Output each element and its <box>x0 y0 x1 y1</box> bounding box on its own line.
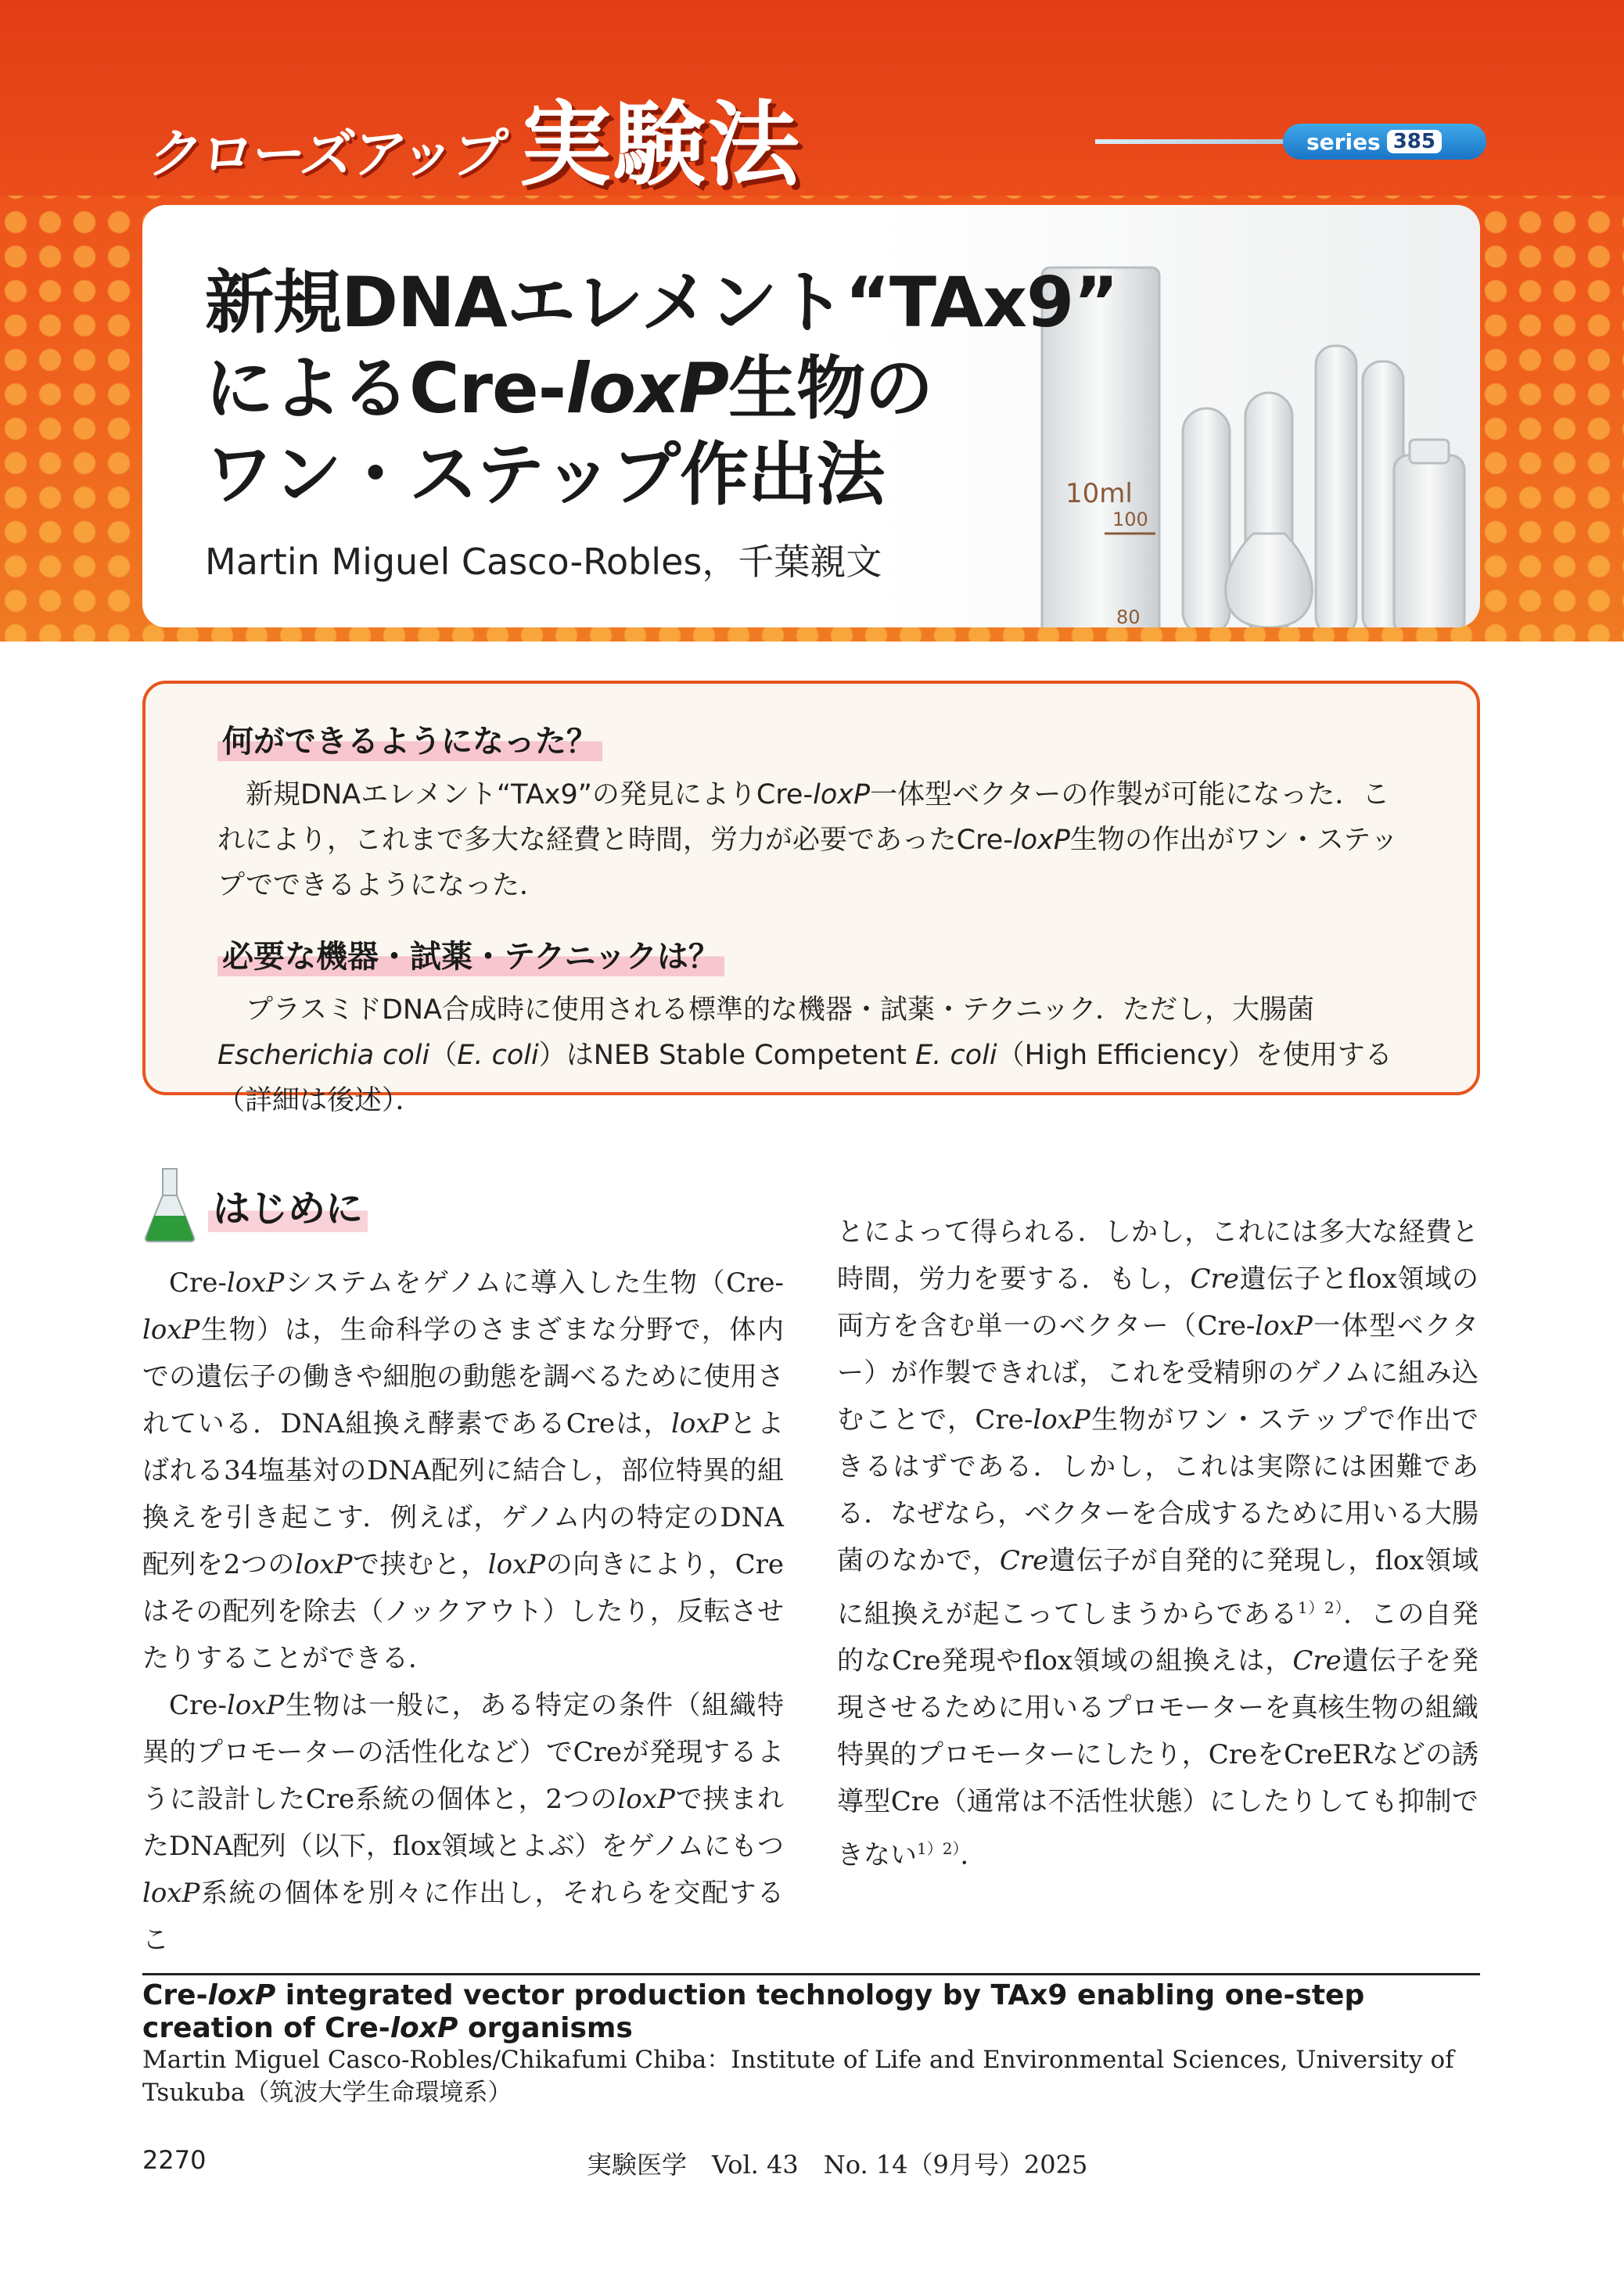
italic-span: loxP <box>226 1690 285 1721</box>
title-line-2c: 生物の <box>728 348 933 429</box>
italic-span: loxP <box>294 1549 353 1580</box>
summary-answer-1 <box>217 772 1414 908</box>
glass-label-2: 100 <box>1112 509 1148 530</box>
summary-a1-text: 新規DNAエレメント“TAx9”の発見によりCre- <box>246 779 814 810</box>
summary-a2-text: プラスミドDNA合成時に使用される標準的な機器・試薬・テクニック．ただし，大腸菌 <box>246 994 1315 1026</box>
pipette-icon <box>1095 117 1486 164</box>
page-number: 2270 <box>142 2145 207 2175</box>
text-span: の向きにより，Creはその配列を除去（ノックアウト）したり，反転させたりすることができる． <box>142 1549 785 1674</box>
text-span: システムをゲノムに導入した生物（Cre- <box>284 1267 784 1299</box>
summary-a1-text: 生物の作出がワン・ステップでできるようになった． <box>217 825 1399 901</box>
italic-span: loxP <box>390 2012 458 2044</box>
series-logo-big: 実験法 <box>519 91 801 199</box>
italic-span: loxP <box>1033 1404 1090 1436</box>
summary-question-1: 何ができるようになった？ <box>217 717 602 761</box>
italic-span: Cre <box>999 1545 1049 1576</box>
series-number: 385 <box>1387 130 1442 153</box>
authors: Martin Miguel Casco-Robles，千葉親文 <box>205 541 882 583</box>
text-span: 遺伝子とflox領域の両方を含む単一のベクター（Cre- <box>837 1263 1479 1342</box>
title-line-3: ワン・ステップ作出法 <box>205 434 885 515</box>
citation-ref[interactable]: 1）2） <box>917 1839 961 1859</box>
title-line-2a: によるCre- <box>205 348 566 429</box>
text-span: 生物）は，生命科学のさまざまな分野で，体内での遺伝子の働きや細胞の動態を調べるために使用されている．DNA組換え酵素であるCreは， <box>142 1314 784 1439</box>
text-span: 系統の個体を別々に作出し，それらを交配するこ <box>142 1878 784 1956</box>
summary-answer-2 <box>217 987 1414 1123</box>
intro-paragraph-1 <box>142 1260 784 1682</box>
italic-span: loxP <box>142 1314 200 1346</box>
summary-a2-italic: Escherichia coli <box>217 1040 430 1071</box>
citation-ref[interactable]: 1）2） <box>1297 1598 1344 1617</box>
series-word: series <box>1306 128 1381 155</box>
text-span: integrated vector production technology by TAx9 enabling one-step creation of Cre- <box>142 1979 1365 2044</box>
italic-span: loxP <box>671 1408 729 1439</box>
glass-label-3: 80 <box>1116 606 1141 627</box>
series-logo <box>145 55 801 203</box>
summary-a1-text: 一体型ベクターの作製が可能になった．これにより，これまで多大な経費と時間，労力が必要であったCre- <box>217 779 1390 856</box>
body-column-right <box>837 1209 1478 1879</box>
italic-span: loxP <box>487 1549 546 1580</box>
summary-a1-italic: loxP <box>1012 825 1070 856</box>
footer-rule <box>142 1973 1480 1975</box>
text-span: 一体型ベクター）が作製できれば，これを受精卵のゲノムに組み込むことで，Cre- <box>837 1310 1478 1436</box>
title-line-1: 新規DNAエレメント“TAx9” <box>205 262 1119 343</box>
italic-span: loxP <box>142 1878 200 1909</box>
summary-a2-text: ）はNEB Stable Competent <box>538 1040 916 1071</box>
summary-a2-italic: E. coli <box>457 1040 539 1071</box>
glass-label-1: 10ml <box>1065 478 1133 509</box>
series-logo-small: クローズアップ <box>145 124 508 185</box>
text-span: で挟むと， <box>352 1549 488 1580</box>
summary-a2-italic: E. coli <box>915 1040 997 1071</box>
text-span: 遺伝子が自発的に発現し，flox領域に組換えが起こってしまうからである <box>837 1545 1478 1630</box>
italic-span: Cre <box>1190 1263 1239 1295</box>
text-span: ． <box>960 1839 987 1871</box>
text-span: 遺伝子を発現させるために用いるプロモーターを真核生物の組織特異的プロモーターにしたり，CreをCreERなどの誘導型Cre（通常は不活性状態）にしたりしても抑制できない <box>837 1645 1479 1871</box>
title-card <box>142 205 1480 627</box>
summary-a1-italic: loxP <box>813 779 871 810</box>
summary-box <box>142 681 1480 1116</box>
series-badge <box>1283 124 1486 160</box>
intro-paragraph-2 <box>142 1682 784 1964</box>
text-span: で挟まれたDNA配列（以下，flox領域とよぶ）をゲノムにもつ <box>142 1784 784 1862</box>
italic-span: Cre <box>1292 1645 1342 1677</box>
summary-a2-text: （ <box>429 1040 458 1071</box>
text-span: 生物は一般に，ある特定の条件（組織特異的プロモーターの活性化など）でCreが発現するように設計したCre系統の個体と，2つの <box>142 1690 784 1815</box>
text-span: 生物がワン・ステップで作出できるはずである．しかし，これは実際には困難である．なぜなら，ベクターを合成するために用いる大腸菌のなかで， <box>837 1404 1479 1576</box>
italic-span: loxP <box>226 1267 285 1299</box>
title-line-2b: loxP <box>566 348 729 429</box>
intro-paragraph-2-continued <box>837 1209 1478 1879</box>
text-span: とよばれる34塩基対のDNA配列に結合し，部位特異的組換えを引き起こす．例えば，ゲノム内の特定のDNA配列を2つの <box>142 1408 784 1580</box>
text-span: Cre- <box>142 1979 208 2011</box>
italic-span: loxP <box>1255 1310 1313 1342</box>
header-band <box>0 0 1624 642</box>
section-title: はじめに <box>208 1178 368 1232</box>
summary-a2-text: （High Efficiency）を使用する（詳細は後述）． <box>217 1040 1392 1116</box>
body-column-left <box>142 1181 784 1964</box>
left-column-body <box>142 1260 784 1964</box>
journal-citation: 実験医学 Vol. 43 No. 14（9月号）2025 <box>587 2150 1088 2180</box>
text-span: とによって得られる．しかし，これには多大な経費と時間，労力を要する．もし， <box>837 1217 1478 1295</box>
text-span: Cre- <box>169 1690 227 1721</box>
summary-question-2: 必要な機器・試薬・テクニックは？ <box>217 932 724 976</box>
text-span: ．この自発的なCre発現やflox領域の組換えは， <box>837 1598 1478 1677</box>
english-title <box>142 1979 1480 2045</box>
pipette-tip <box>1095 139 1291 144</box>
text-span: Cre- <box>169 1267 227 1299</box>
text-span: organisms <box>458 2012 633 2044</box>
article-title <box>205 260 1144 518</box>
italic-span: loxP <box>617 1784 675 1815</box>
author-affiliation: Martin Miguel Casco-Robles/Chikafumi Chiba：Institute of Life and Environmental Sciences, University of Tsukuba（筑波大学生命環境系） <box>142 2046 1454 2107</box>
italic-span: loxP <box>207 1979 276 2011</box>
